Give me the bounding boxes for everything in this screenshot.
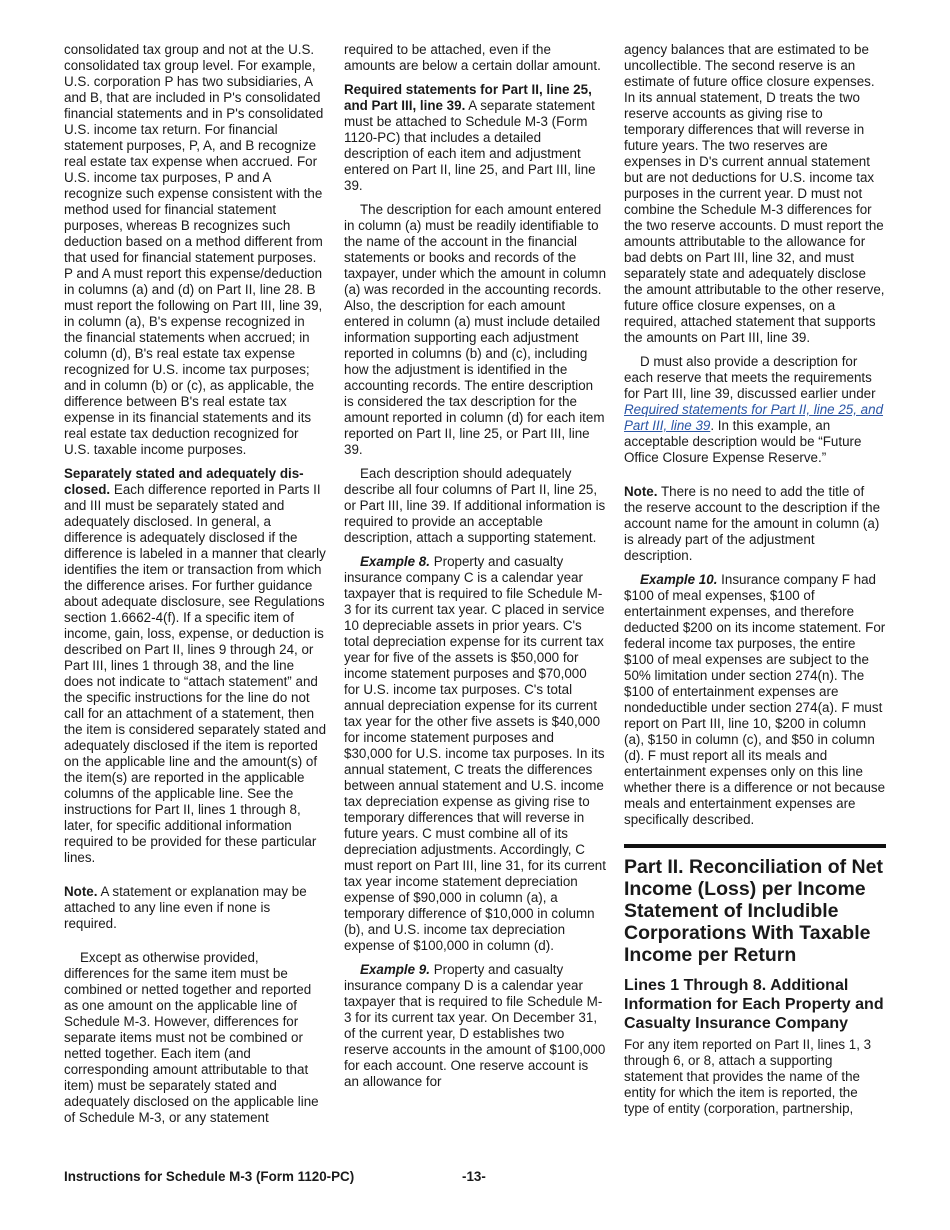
example-8-label: Example 8. [360,554,430,569]
note-reserve-title: Note. There is no need to add the title of the reserve account to the description if the account name for the amount in column (a) is already part of the adjustment description. [624,484,881,563]
run-in-heading-required-statements: Required statements for Part II, line 25, and Part III, line 39. [344,82,592,113]
paragraph-consolidated-example: consolidated tax group and not at the U.S. consolidated tax group level. For example, U.S. corporation P has two subsidiaries, A and B, that are included in P's consolidated financial statements and in P's consolidated U.S. income tax return. For financial statement purposes, P, A, and B recognize real estate tax expense when accrued. For U.S. income tax purposes, P and A recognize such expense consistent with the method used for financial statement purposes, whereas B recognizes such deduction based on a method different from that used for financial statement purposes. P and A must report this expense/deduction in columns (a) and (d) on Part II, line 28. B must report the following on Part III, line 39, in column (a), B's expense recognized in the financial statements when accrued; in column (d), B's real estate tax expense recognized for U.S. income tax purposes; and in column (b) or (c), as applicable, the difference between B's real estate tax expense in its financial statements and its real estate tax deduction recognized for U.S. taxable income purposes. [64,42,324,457]
example-10-label: Example 10. [640,572,718,587]
column-3 [624,42,886,1125]
paragraph-reserve-description: D must also provide a description for each reserve that meets the requirements for Part III, line 39, discussed earlier under Required statements for Part II, line 25, and Part III, line 39. In this example, an acceptable description would be “Future Office Closure Expense Reserve.” [624,354,884,465]
example-10: Example 10. Insurance company F had $100 of meal expenses, $100 of entertainment expenses, and therefore deducted $200 on its income statement. For federal income tax purposes, the entire $100 of meal expenses are subject to the 50% limitation under section 274(n). The $100 of entertainment expenses are nondeductible under section 274(a). F must report on Part III, line 10, $200 in column (a), $150 in column (c), and $50 in column (d). F must report all its meals and entertainment expenses only on this line whether there is a difference or not because meals and entertainment expenses are specifically described. [624,572,886,827]
paragraph-combined-differences: Except as otherwise provided, differences for the same item must be combined or netted together and reported as one amount on the applicable line of Schedule M-3. However, differences for separate items must not be combined or netted together. Each item (and corresponding amount attributable to that item) must be separately stated and adequately disclosed on the applicable line of Schedule M-3, or any statement [64,950,319,1125]
paragraph-reserve-accounts: agency balances that are estimated to be uncollectible. The second reserve is an estimate of future office closure expenses. In its annual statement, D treats the two reserve accounts as giving rise to temporary differences that will reverse in future years. The two reserves are expenses in D's current annual statement but are not deductions for U.S. income tax purposes in the current year. D must not combine the Schedule M-3 differences for the two reserve accounts. D must report the amounts attributable to the allowance for bad debts on Part III, line 32, and must separately state and adequately disclose the amount attributable to the other reserve, future office closure expenses, on a required, attached statement that supports the amounts on Part III, line 39. [624,42,885,345]
subheading-lines-1-8: Lines 1 Through 8. Additional Information for Each Property and Casualty Insurance Company [624,977,884,1032]
paragraph-required-attached: required to be attached, even if the amounts are below a certain dollar amount. [344,42,601,73]
column-2 [344,42,606,1098]
paragraph-required-statements: Required statements for Part II, line 25, and Part III, line 39. A separate statement must be attached to Schedule M-3 (Form 1120-PC) that includes a detailed description of each item and adjustment entered on Part II, line 25, and Part III, line 39. [344,82,596,193]
note-statement: Note. A statement or explanation may be attached to any line even if none is required. [64,884,307,931]
paragraph-four-columns: Each description should adequately describe all four columns of Part II, line 25, or Part III, line 39. If additional information is required to provide an acceptable description, attach a supporting statement. [344,466,606,545]
example-8: Example 8. Property and casualty insurance company C is a calendar year taxpayer that is required to file Schedule M-3 for its current tax year. C placed in service 10 depreciable assets in prior years. C's total depreciation expense for its current tax year for five of the assets is $50,000 for income statement purposes and $70,000 for U.S. income tax purposes. C's total annual depreciation expense for its current tax year for the other five assets is $40,000 for income statement purposes and $30,000 for U.S. income tax purposes. In its annual statement, C treats the differences between annual statement and U.S. income tax depreciation expense as giving rise to temporary differences that will reverse in future years. C must combine all of its depreciation adjustments. Accordingly, C must report on Part III, line 31, for its current tax year income statement depreciation expense of $90,000 in column (a), a temporary difference of $10,000 in column (b), and U.S. income tax depreciation expense of $100,000 in column (d). [344,554,606,953]
note-label: Note. [624,484,658,499]
paragraph-separately-stated: Separately stated and adequately dis-closed. Each difference reported in Parts II and III must be separately stated and adequately disclosed. In general, a difference is adequately disclosed if the difference is labeled in a manner that clearly identifies the item or transaction from which the difference arises. For further guidance about adequate disclosure, see Regulations section 1.6662-4(f). If a specific item of income, gain, loss, expense, or deduction is described on Part II, lines 9 through 24, or Part III, lines 1 through 38, and the line does not indicate to “attach statement” and the specific instructions for the line do not call for an attachment of a statement, then the item is considered separately stated and adequately disclosed if the item is reported on the applicable line and the amount(s) of the item(s) are reported in the applicable columns of the applicable line. See the instructions for Part II, lines 1 through 8, later, for specific additional information required to be provided for these particular lines. [64,466,327,865]
note-label: Note. [64,884,98,899]
example-9: Example 9. Property and casualty insurance company D is a calendar year taxpayer that is required to file Schedule M-3 for its current tax year. On December 31, of the current year, D establishes two reserve accounts in the amount of $100,000 for each account. One reserve account is an allowance for [344,962,606,1089]
link-required-statements[interactable]: Required statements for Part II, line 25, and Part III, line 39 [624,402,884,433]
footer-title: Instructions for Schedule M-3 (Form 1120-PC) [64,1169,355,1184]
section-heading-part-ii: Part II. Reconciliation of Net Income (Loss) per Income Statement of Includible Corporations With Taxable Income per Return [624,856,883,966]
column-1 [64,42,326,1134]
section-divider [624,844,886,848]
example-9-label: Example 9. [360,962,430,977]
page-number: -13- [462,1169,486,1184]
paragraph-supporting-statement: For any item reported on Part II, lines 1, 3 through 6, or 8, attach a supporting statement that provides the name of the entity for which the item is reported, the type of entity (corporation, partnership, [624,1037,872,1116]
paragraph-description-column-a: The description for each amount entered in column (a) must be readily identifiable to the name of the account in the financial statements or books and records of the taxpayer, under which the amount in column (a) was recorded in the accounting records. Also, the description for each amount entered in column (a) must include detailed information supporting each adjustment reported in columns (b) and (c), including how the adjustment is identified in the accounting records. The entire description is considered the tax description for the amount reported in column (d) for each item reported on Part II, line 25, or Part III, line 39. [344,202,607,457]
run-in-heading-separately-stated: Separately stated and adequately dis-closed. [64,466,304,497]
